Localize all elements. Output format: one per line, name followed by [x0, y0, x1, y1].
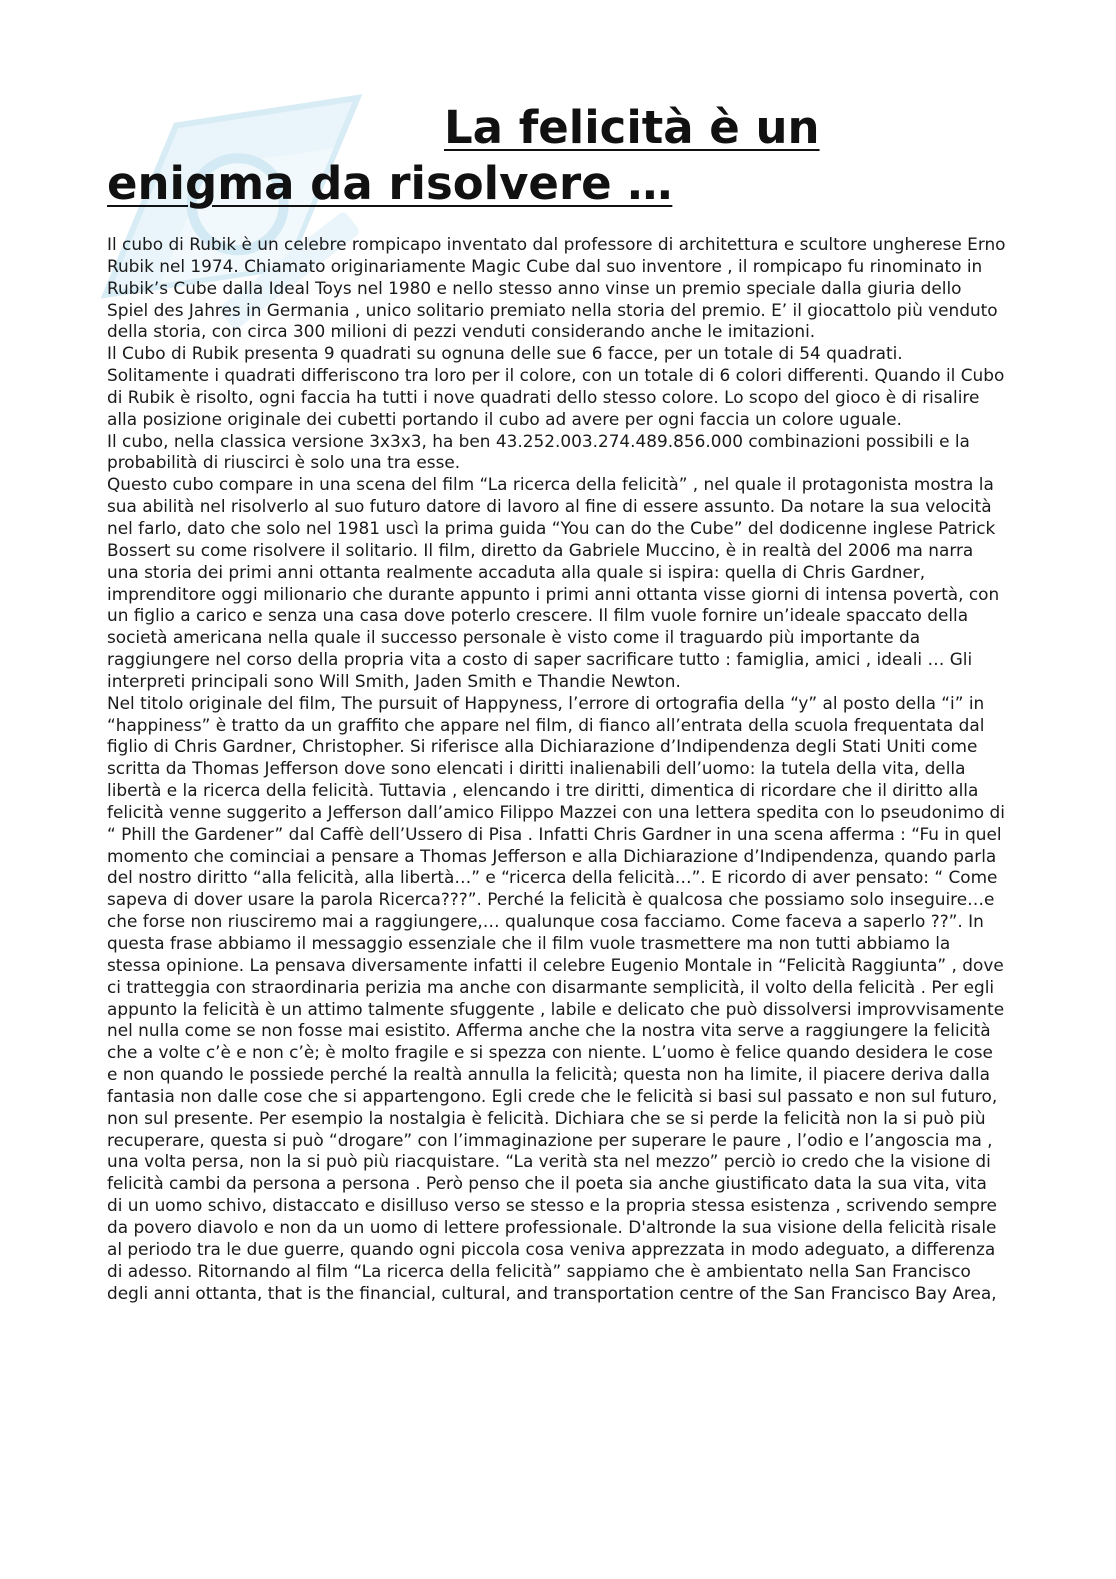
title-line-1: La felicità è un: [444, 101, 820, 154]
document-body: [107, 234, 1007, 1304]
paragraph-film: Questo cubo compare in una scena del film “La ricerca della felicità” , nel quale il protagonista mostra la sua abilità nel risolverlo al suo futuro datore di lavoro al fine di essere assunto. Da notare la sua velocità nel farlo, dato che solo nel 1981 uscì la prima guida “You can do the Cube” del dodicenne inglese Patrick Bossert su come risolvere il solitario. Il film, diretto da Gabriele Muccino, è in realtà del 2006 ma narra una storia dei primi anni ottanta realmente accaduta alla quale si ispira: quella di Chris Gardner, imprenditore oggi milionario che durante appunto i primi anni ottanta visse giorni di intensa povertà, con un figlio a carico e senza una casa dove poterlo crescere. Il film vuole fornire un’ideale spaccato della società americana nella quale il successo personale è visto come il traguardo più importante da raggiungere nel corso della propria vita a costo di saper sacrificare tutto : famiglia, amici , ideali … Gli interpreti principali sono Will Smith, Jaden Smith e Thandie Newton.: [107, 474, 1000, 691]
paragraph-happyness: Nel titolo originale del film, The pursuit of Happyness, l’errore di ortografia della “y” al posto della “i” in “happiness” è tratto da un graffito che appare nel film, di fianco all’entrata della scuola frequentata dal figlio di Chris Gardner, Christopher. Si riferisce alla Dichiarazione d’Indipendenza degli Stati Uniti come scritta da Thomas Jefferson dove sono elencati i diritti inalienabili dell’uomo: la tutela della vita, della libertà e la ricerca della felicità. Tuttavia , elencando i tre diritti, dimentica di ricordare che il diritto alla felicità venne suggerito a Jefferson dall’amico Filippo Mazzei con una lettera spedita con lo pseudonimo di “ Phill the Gardener” dal Caffè dell’Ussero di Pisa . Infatti Chris Gardner in una scena afferma : “Fu in quel momento che cominciai a pensare a Thomas Jefferson e alla Dichiarazione d’Indipendenza, quando parla del nostro diritto “alla felicità, alla libertà…” e “ricerca della felicità…”. E ricordo di aver pensato: “ Come sapeva di dover usare la parola Ricerca???”. Perché la felicità è qualcosa che possiamo solo inseguire…e che forse non riusciremo mai a raggiungere,… qualunque cosa facciamo. Come faceva a saperlo ??”. In questa frase abbiamo il messaggio essenziale che il film vuole trasmettere ma non tutti abbiamo la stessa opinione. La pensava diversamente infatti il celebre Eugenio Montale in “Felicità Raggiunta” , dove ci tratteggia con straordinaria perizia ma anche con disarmante semplicità, il volto della felicità . Per egli appunto la felicità è un attimo talmente sfuggente , labile e delicato che può dissolversi improvvisamente nel nulla come se non fosse mai esistito. Afferma anche che la nostra vita serve a raggiungere la felicità che a volte c’è e non c’è; è molto fragile e si spezza con niente. L’uomo è felice quando desidera le cose e non quando le possiede perché la realtà annulla la felicità; questa non ha limite, il piacere deriva dalla fantasia non dalle cose che si appartengono. Egli crede che le felicità si basi sul passato e non sul futuro, non sul presente. Per esempio la nostalgia è felicità. Dichiara che se si perde la felicità non la si può più recuperare, questa si può “drogare” con l’immaginazione per superare le paure , l’odio e l’angoscia ma , una volta persa, non la si può più riacquistare. “La verità sta nel mezzo” perciò io credo che la visione di felicità cambi da persona a persona . Però penso che il poeta sia anche giustificato data la sua vita, vita di un uomo schivo, distaccato e disilluso verso se stesso e la propria stessa esistenza , scrivendo sempre da povero diavolo e non da un uomo di lettere professionale. D'altronde la sua visione della felicità risale al periodo tra le due guerre, quando ogni piccola cosa veniva apprezzata in modo adeguato, a differenza di adesso. Ritornando al film “La ricerca della felicità” sappiamo che è ambientato nella San Francisco degli anni ottanta, that is the financial, cultural, and transportation centre of the San Francisco Bay Area,: [107, 692, 1005, 1303]
paragraph-combinations: Il cubo, nella classica versione 3x3x3, ha ben 43.252.003.274.489.856.000 combinazioni possibili e la probabilità di riuscirci è solo una tra esse.: [107, 430, 970, 473]
paragraph-rubik-intro: Il cubo di Rubik è un celebre rompicapo inventato dal professore di architettura e scultore ungherese Erno Rubik nel 1974. Chiamato originariamente Magic Cube dal suo inventore , il rompicapo fu rinominato in Rubik’s Cube dalla Ideal Toys nel 1980 e nello stesso anno vinse un premio speciale dalla giuria dello Spiel des Jahres in Germania , unico solitario premiato nella storia del premio. E’ il giocattolo più venduto della storia, con circa 300 milioni di pezzi venduti considerando anche le imitazioni.: [107, 234, 1006, 342]
document-page: [107, 100, 1007, 1304]
document-title: [107, 100, 1007, 212]
paragraph-cube-faces: Il Cubo di Rubik presenta 9 quadrati su ognuna delle sue 6 facce, per un totale di 54 quadrati. Solitamente i quadrati differiscono tra loro per il colore, con un totale di 6 colori differenti. Quando il Cubo di Rubik è risolto, ogni faccia ha tutti i nove quadrati dello stesso colore. Lo scopo del gioco è di risalire alla posizione originale dei cubetti portando il cubo ad avere per ogni faccia un colore uguale.: [107, 343, 1005, 429]
title-line-2: enigma da risolvere …: [107, 157, 673, 210]
